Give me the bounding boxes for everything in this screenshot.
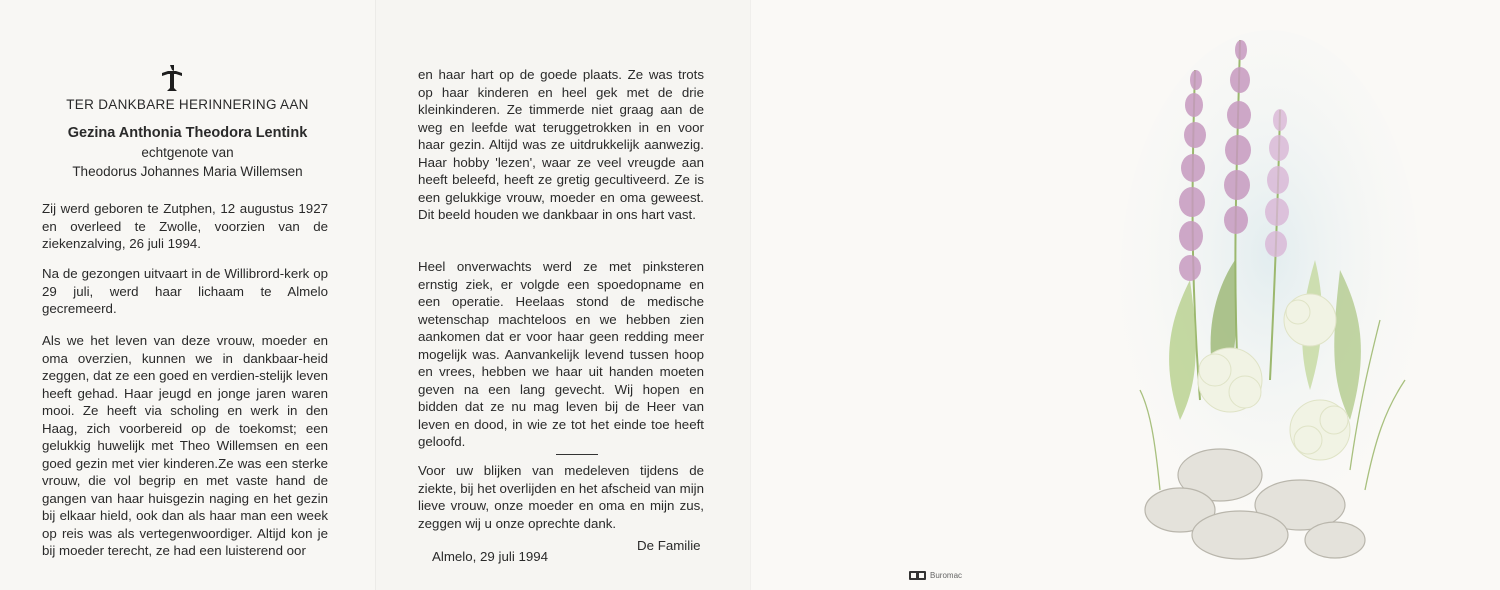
- place-date: Almelo, 29 juli 1994: [432, 549, 549, 564]
- deceased-name: Gezina Anthonia Theodora Lentink: [67, 125, 308, 141]
- publisher-logo: [909, 571, 962, 580]
- life-paragraph-continued: en haar hart op de goede plaats. Ze was trots op haar kinderen en heel gek met de drie kleinkinderen. Ze timmerde niet graag aan de weg en leefde wat teruggetrokken in en voor haar gezin. Altijd was ze uitdrukkelijk aanwezig. Haar hobby 'lezen', waar ze veel vreugde aan heeft beleefd, heeft ze gretig gecultiveerd. Ze is een gelukkige vrouw, moeder en oma geweest. Dit beeld houden we dankbaar in ons hart vast.: [418, 67, 704, 222]
- life-paragraph: Als we het leven van deze vrouw, moeder en oma overzien, kunnen we in dankbaar-heid zeggen, dat ze een goed en verdien-stelijk leven heeft gehad. Haar jeugd en jonge jaren waren mooi. Ze heeft via scholing en werk in den Haag, zich voorbereid op de toekomst; een gelukkig huwelijk met Theo Willemsen en een goed gezin met vier kinderen.Ze was een sterke vrouw, die vol begrip en met vaste hand de gangen van haar huisgezin naging en het gezin bij elkaar hield, ook dan als haar man een week op reis was als vertegenwoordiger. Altijd kon je bij moeder terecht, ze had een luisterend oor: [42, 333, 328, 558]
- funeral-paragraph: Na de gezongen uitvaart in de Willibrord-kerk op 29 juli, werd haar lichaam te Almelo gecremeerd.: [42, 266, 328, 316]
- signature: De Familie: [637, 538, 701, 553]
- flower-illustration: [1120, 20, 1420, 580]
- fold-line: [375, 0, 376, 590]
- spouse-name: Theodorus Johannes Maria Willemsen: [72, 164, 303, 179]
- thanks-paragraph: Voor uw blijken van medeleven tijdens de ziekte, bij het overlijden en het afscheid van mijn lieve vrouw, onze moeder en oma en mijn zus, zeggen wij u onze oprechte dank.: [418, 463, 704, 531]
- illness-paragraph: Heel onverwachts werd ze met pinksteren ernstig ziek, er volgde een spoedopname en een operatie. Heelaas stond de medische wetenschap machteloos en we hebben zien aankomen dat er voor haar geen redding meer mogelijk was. Aanvankelijk levend tussen hoop en vrees, hebben we haar uit handen moeten geven na een lang gevecht. Wij hopen en bidden dat ze nu mag leven bij de Heer van leven en dood, in wie ze tot het einde toe heeft geloofd.: [418, 259, 704, 449]
- heading: TER DANKBARE HERINNERING AAN: [66, 97, 309, 112]
- fold-line: [750, 0, 751, 590]
- publisher-logo-icon: [909, 571, 926, 580]
- relation-text: echtgenote van: [141, 145, 234, 160]
- publisher-name: Buromac: [930, 571, 963, 580]
- divider: [556, 454, 598, 455]
- birth-death-paragraph: Zij werd geboren te Zutphen, 12 augustus 1927 en overleed te Zwolle, voorzien van de ziekenzalving, 26 juli 1994.: [42, 201, 328, 251]
- cross-icon: [160, 64, 184, 92]
